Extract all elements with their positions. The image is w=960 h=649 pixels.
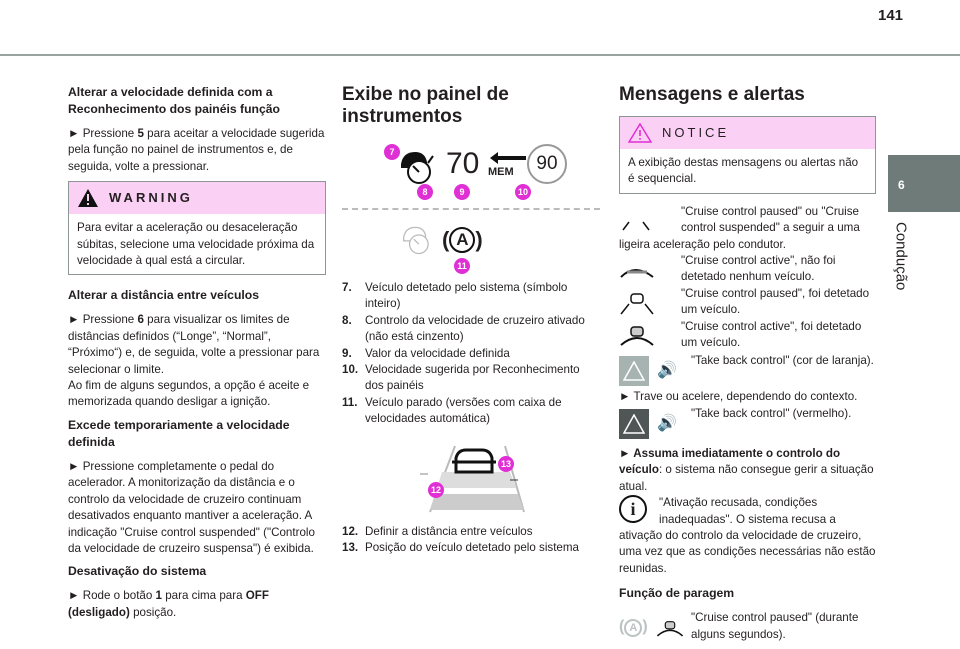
section-heading: Função de paragem [619, 586, 735, 601]
page-number: 141 [878, 7, 904, 24]
chapter-tab[interactable]: 6 [888, 155, 960, 212]
mem-label: MEM [488, 166, 514, 178]
callout-11: 11 [454, 258, 470, 274]
section-title: Mensagens e alertas [619, 84, 805, 105]
header-rule [0, 54, 960, 56]
section-heading: Alterar a distância entre veículos [68, 288, 260, 303]
take-back-control-red-icon [619, 409, 649, 439]
message-item: "Cruise control active", não foi detetado nenhum veículo. [619, 253, 876, 286]
lane-lines-icon [619, 204, 681, 236]
road-distance-illustration [400, 442, 530, 514]
notice-title: NOTICE [662, 124, 730, 140]
message-item: i "Ativação recusada, condições inadequadas". O sistema recusa a ativação do controlo da velocidade de cruzeiro, uma vez que as condições necessárias não estão reunidas. [619, 496, 876, 575]
distance-figure [342, 442, 600, 514]
list-item: 13. Posição do veículo detetado pelo sistema [342, 541, 579, 555]
cruise-active-no-vehicle-icon [619, 253, 681, 285]
sound-icon: 🔊 [657, 414, 677, 432]
dashed-divider [342, 208, 600, 210]
list-item: 9. Valor da velocidade definida [342, 346, 510, 360]
instruction: ► Trave ou acelere, dependendo do contexto. [619, 390, 858, 404]
paragraph: ► Pressione 6 para visualizar os limites de distâncias definidos (“Longe”, “Normal”, “Próximo“) e, de seguida, volte a pressionar para selecionar o limite. [68, 313, 320, 376]
suggested-speed-sign: 90 [527, 144, 567, 184]
list-item: 10. Velocidade sugerida por Reconhecimento dos painéis [342, 363, 580, 393]
message-item: 🔊 "Take back control" (cor de laranja). [619, 353, 876, 389]
notice-box [619, 116, 876, 194]
auto-hold-icon: ( A ) [442, 227, 483, 252]
set-speed: 70 [446, 147, 480, 180]
message-item: "Cruise control active", foi detetado um veículo. [619, 319, 876, 352]
section-title: Exibe no painel de instrumentos [342, 84, 509, 127]
sound-icon: 🔊 [657, 362, 677, 380]
arrow-left-icon [490, 152, 526, 164]
warning-icon [77, 188, 99, 208]
column-3 [619, 84, 876, 646]
column-2 [342, 84, 600, 556]
cruise-paused-vehicle-icon [619, 286, 681, 318]
paragraph: ► Rode o botão 1 para cima para OFF (desligado) posição. [68, 589, 269, 619]
callout-9: 9 [454, 184, 470, 200]
chapter-title: Condução [892, 222, 910, 291]
section-heading: Excede temporariamente a velocidade definida [68, 417, 290, 449]
paragraph: Ao fim de alguns segundos, a opção é aceite e memorizada quando desligar a ignição. [68, 379, 310, 409]
take-back-control-orange-icon [619, 356, 649, 386]
legend-list-2 [342, 524, 600, 557]
callout-7: 7 [384, 144, 400, 160]
callout-10: 10 [515, 184, 531, 200]
section-heading: Alterar a velocidade definida com a Reconhecimento dos painéis função [68, 85, 280, 116]
notice-text: A exibição destas mensagens ou alertas não é sequencial. [628, 156, 859, 186]
warning-text: Para evitar a aceleração ou desaceleração súbitas, selecione uma velocidade próxima da velocidade à qual está a circular. [77, 221, 315, 268]
legend-list-1 [342, 280, 600, 428]
list-item: 7. Veículo detetado pelo sistema (símbolo inteiro) [342, 281, 568, 311]
paragraph: ► Pressione 5 para aceitar a velocidade sugerida pela função no painel de instrumentos e, de seguida, volte a pressionar. [68, 127, 325, 173]
section-heading: Desativação do sistema [68, 564, 207, 579]
list-item: 12. Definir a distância entre veículos [342, 524, 533, 538]
notice-icon [628, 123, 652, 143]
cruise-control-inactive-icon [400, 224, 436, 256]
message-item: ( A ) "Cruise control paused" (durante alguns segundos). [619, 611, 859, 641]
cruise-control-vehicle-icon [397, 148, 439, 186]
message-item: "Cruise control paused", foi detetado um veículo. [619, 286, 876, 319]
cruise-active-vehicle-icon [656, 617, 684, 639]
column-1 [68, 84, 326, 627]
instruction: ► Assuma imediatamente o controlo do veículo: o sistema não consegue gerir a situação atual. [619, 446, 874, 493]
callout-13: 13 [498, 456, 514, 472]
stop-function-icon: ( A ) [619, 618, 648, 636]
message-item: 🔊 "Take back control" (vermelho). [619, 406, 876, 442]
warning-title: WARNING [109, 190, 193, 206]
paragraph: ► Pressione completamente o pedal do acelerador. A monitorização da distância e o controlo da velocidade de cruzeiro continuam desativados enquanto mantiver a aceleração. A indicação "Cruise control suspended" ("Controlo da velocidade de cruzeiro suspensa") é exibida. [68, 459, 315, 555]
callout-8: 8 [417, 184, 433, 200]
info-icon: i [619, 495, 647, 523]
instrument-panel-figure [342, 138, 600, 271]
callout-12: 12 [428, 482, 444, 498]
list-item: 8. Controlo da velocidade de cruzeiro ativado (não está cinzento) [342, 313, 585, 344]
message-item: "Cruise control paused" ou "Cruise control suspended" a seguir a uma ligeira aceleração pelo condutor. [619, 204, 860, 251]
list-item: 11. Veículo parado (versões com caixa de velocidades automática) [342, 395, 562, 426]
cruise-active-vehicle-icon [619, 319, 681, 351]
warning-box [68, 181, 326, 275]
